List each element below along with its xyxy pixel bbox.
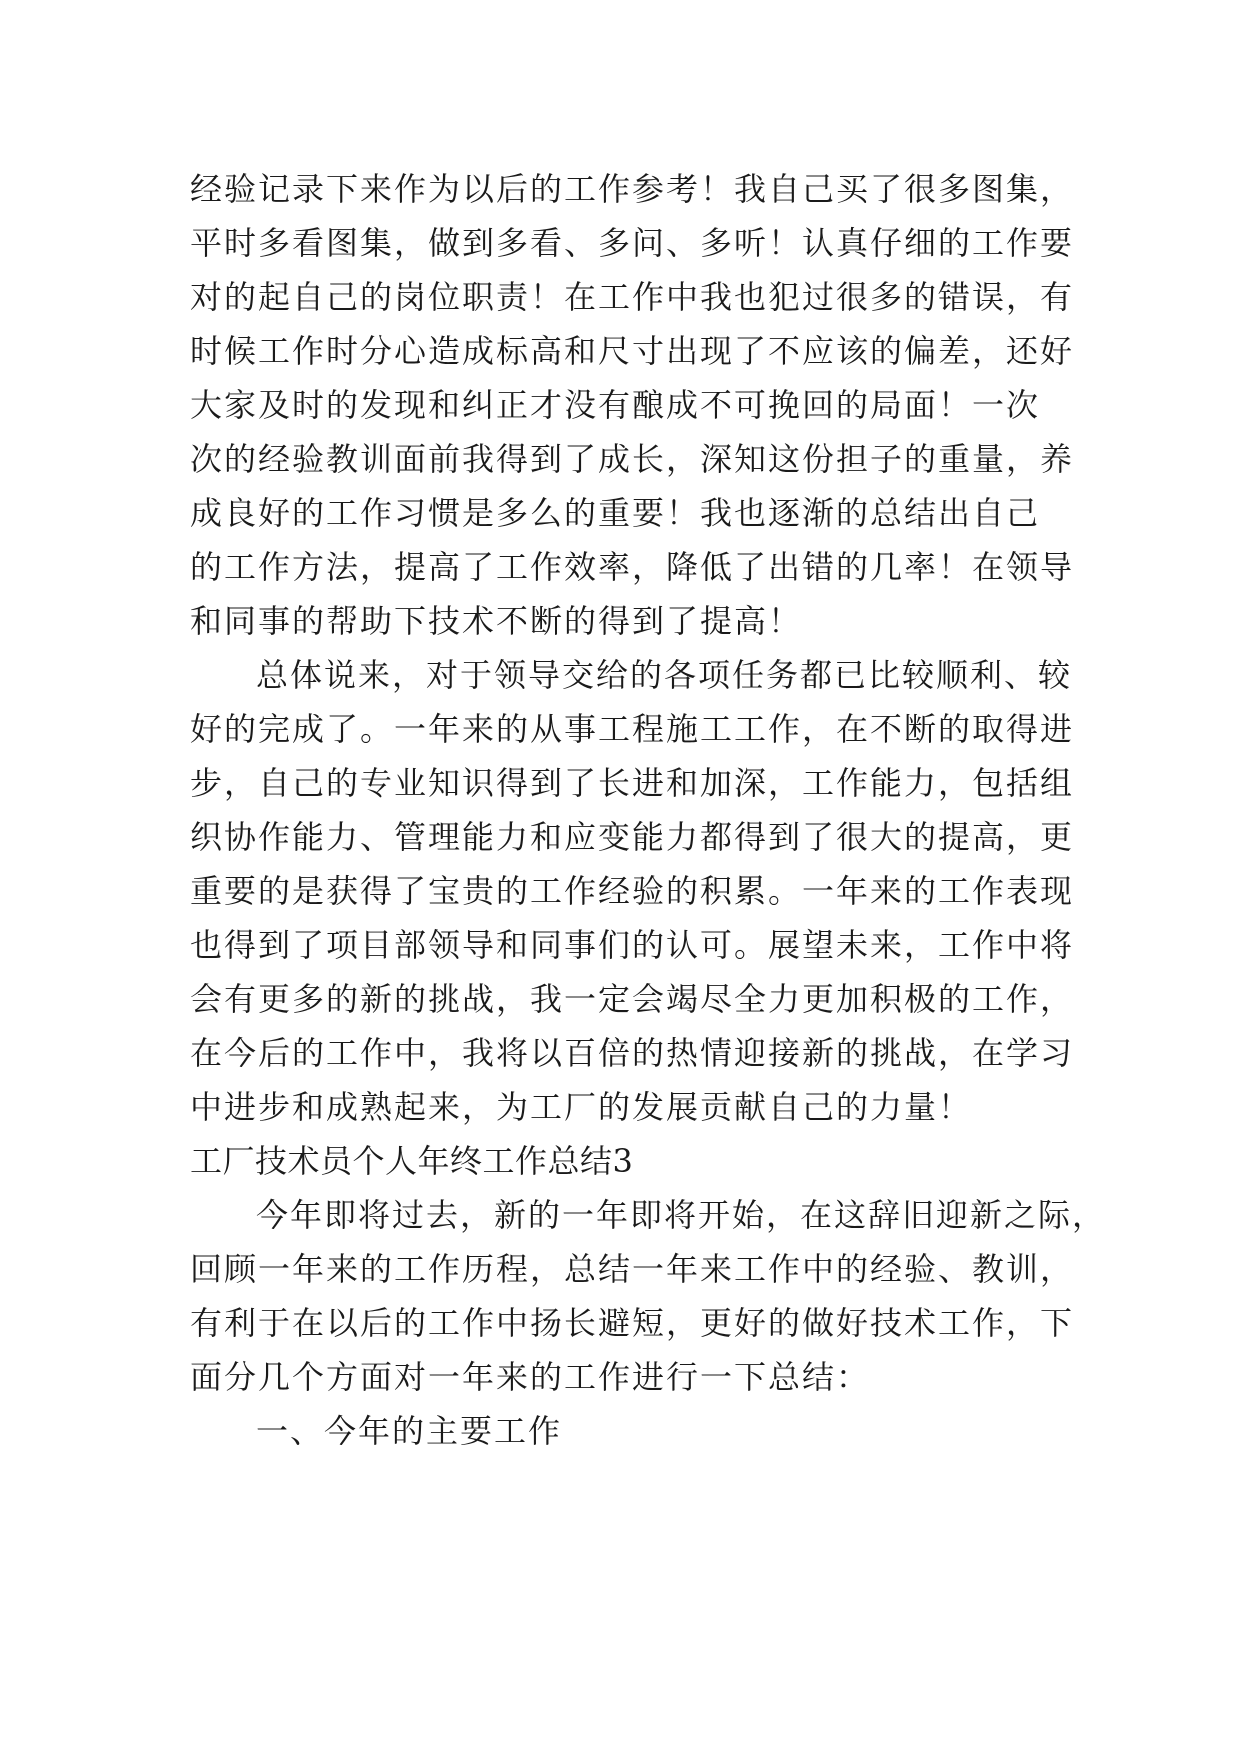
text-line: 重要的是获得了宝贵的工作经验的积累。一年来的工作表现 xyxy=(190,872,1075,910)
text-line: 今年即将过去，新的一年即将开始，在这辞旧迎新之际， xyxy=(256,1196,1107,1234)
text-line: 在今后的工作中，我将以百倍的热情迎接新的挑战，在学习 xyxy=(190,1034,1075,1072)
paragraph-continued xyxy=(190,162,1075,648)
text-line: 经验记录下来作为以后的工作参考！我自己买了很多图集， xyxy=(190,170,1075,208)
text-line: 成良好的工作习惯是多么的重要！我也逐渐的总结出自己 xyxy=(190,494,1041,532)
text-line: 次的经验教训面前我得到了成长，深知这份担子的重量，养 xyxy=(190,440,1075,478)
text-line: 会有更多的新的挑战，我一定会竭尽全力更加积极的工作， xyxy=(190,980,1075,1018)
text-line: 总体说来，对于领导交给的各项任务都已比较顺利、较 xyxy=(256,656,1073,694)
text-line: 时候工作时分心造成标高和尺寸出现了不应该的偏差，还好 xyxy=(190,332,1075,370)
text-line: 对的起自己的岗位职责！在工作中我也犯过很多的错误，有 xyxy=(190,278,1075,316)
paragraph-summary xyxy=(190,648,1075,1134)
text-line: 步，自己的专业知识得到了长进和加深，工作能力，包括组 xyxy=(190,764,1075,802)
text-line: 大家及时的发现和纠正才没有酿成不可挽回的局面！一次 xyxy=(190,386,1041,424)
section-title: 工厂技术员个人年终工作总结3 xyxy=(190,1142,634,1180)
text-line: 和同事的帮助下技术不断的得到了提高！ xyxy=(190,602,803,640)
subheading: 一、今年的主要工作 xyxy=(256,1412,563,1450)
text-line: 的工作方法，提高了工作效率，降低了出错的几率！在领导 xyxy=(190,548,1075,586)
text-line: 回顾一年来的工作历程，总结一年来工作中的经验、教训， xyxy=(190,1250,1075,1288)
text-line: 面分几个方面对一年来的工作进行一下总结： xyxy=(190,1358,871,1396)
document-body xyxy=(190,162,1107,1458)
text-line: 织协作能力、管理能力和应变能力都得到了很大的提高，更 xyxy=(190,818,1075,856)
text-line: 平时多看图集，做到多看、多问、多听！认真仔细的工作要 xyxy=(190,224,1075,262)
text-line: 有利于在以后的工作中扬长避短，更好的做好技术工作，下 xyxy=(190,1304,1075,1342)
text-line: 也得到了项目部领导和同事们的认可。展望未来，工作中将 xyxy=(190,926,1075,964)
text-line: 中进步和成熟起来，为工厂的发展贡献自己的力量！ xyxy=(190,1088,973,1126)
paragraph-intro xyxy=(190,1188,1107,1404)
text-line: 好的完成了。一年来的从事工程施工工作，在不断的取得进 xyxy=(190,710,1075,748)
